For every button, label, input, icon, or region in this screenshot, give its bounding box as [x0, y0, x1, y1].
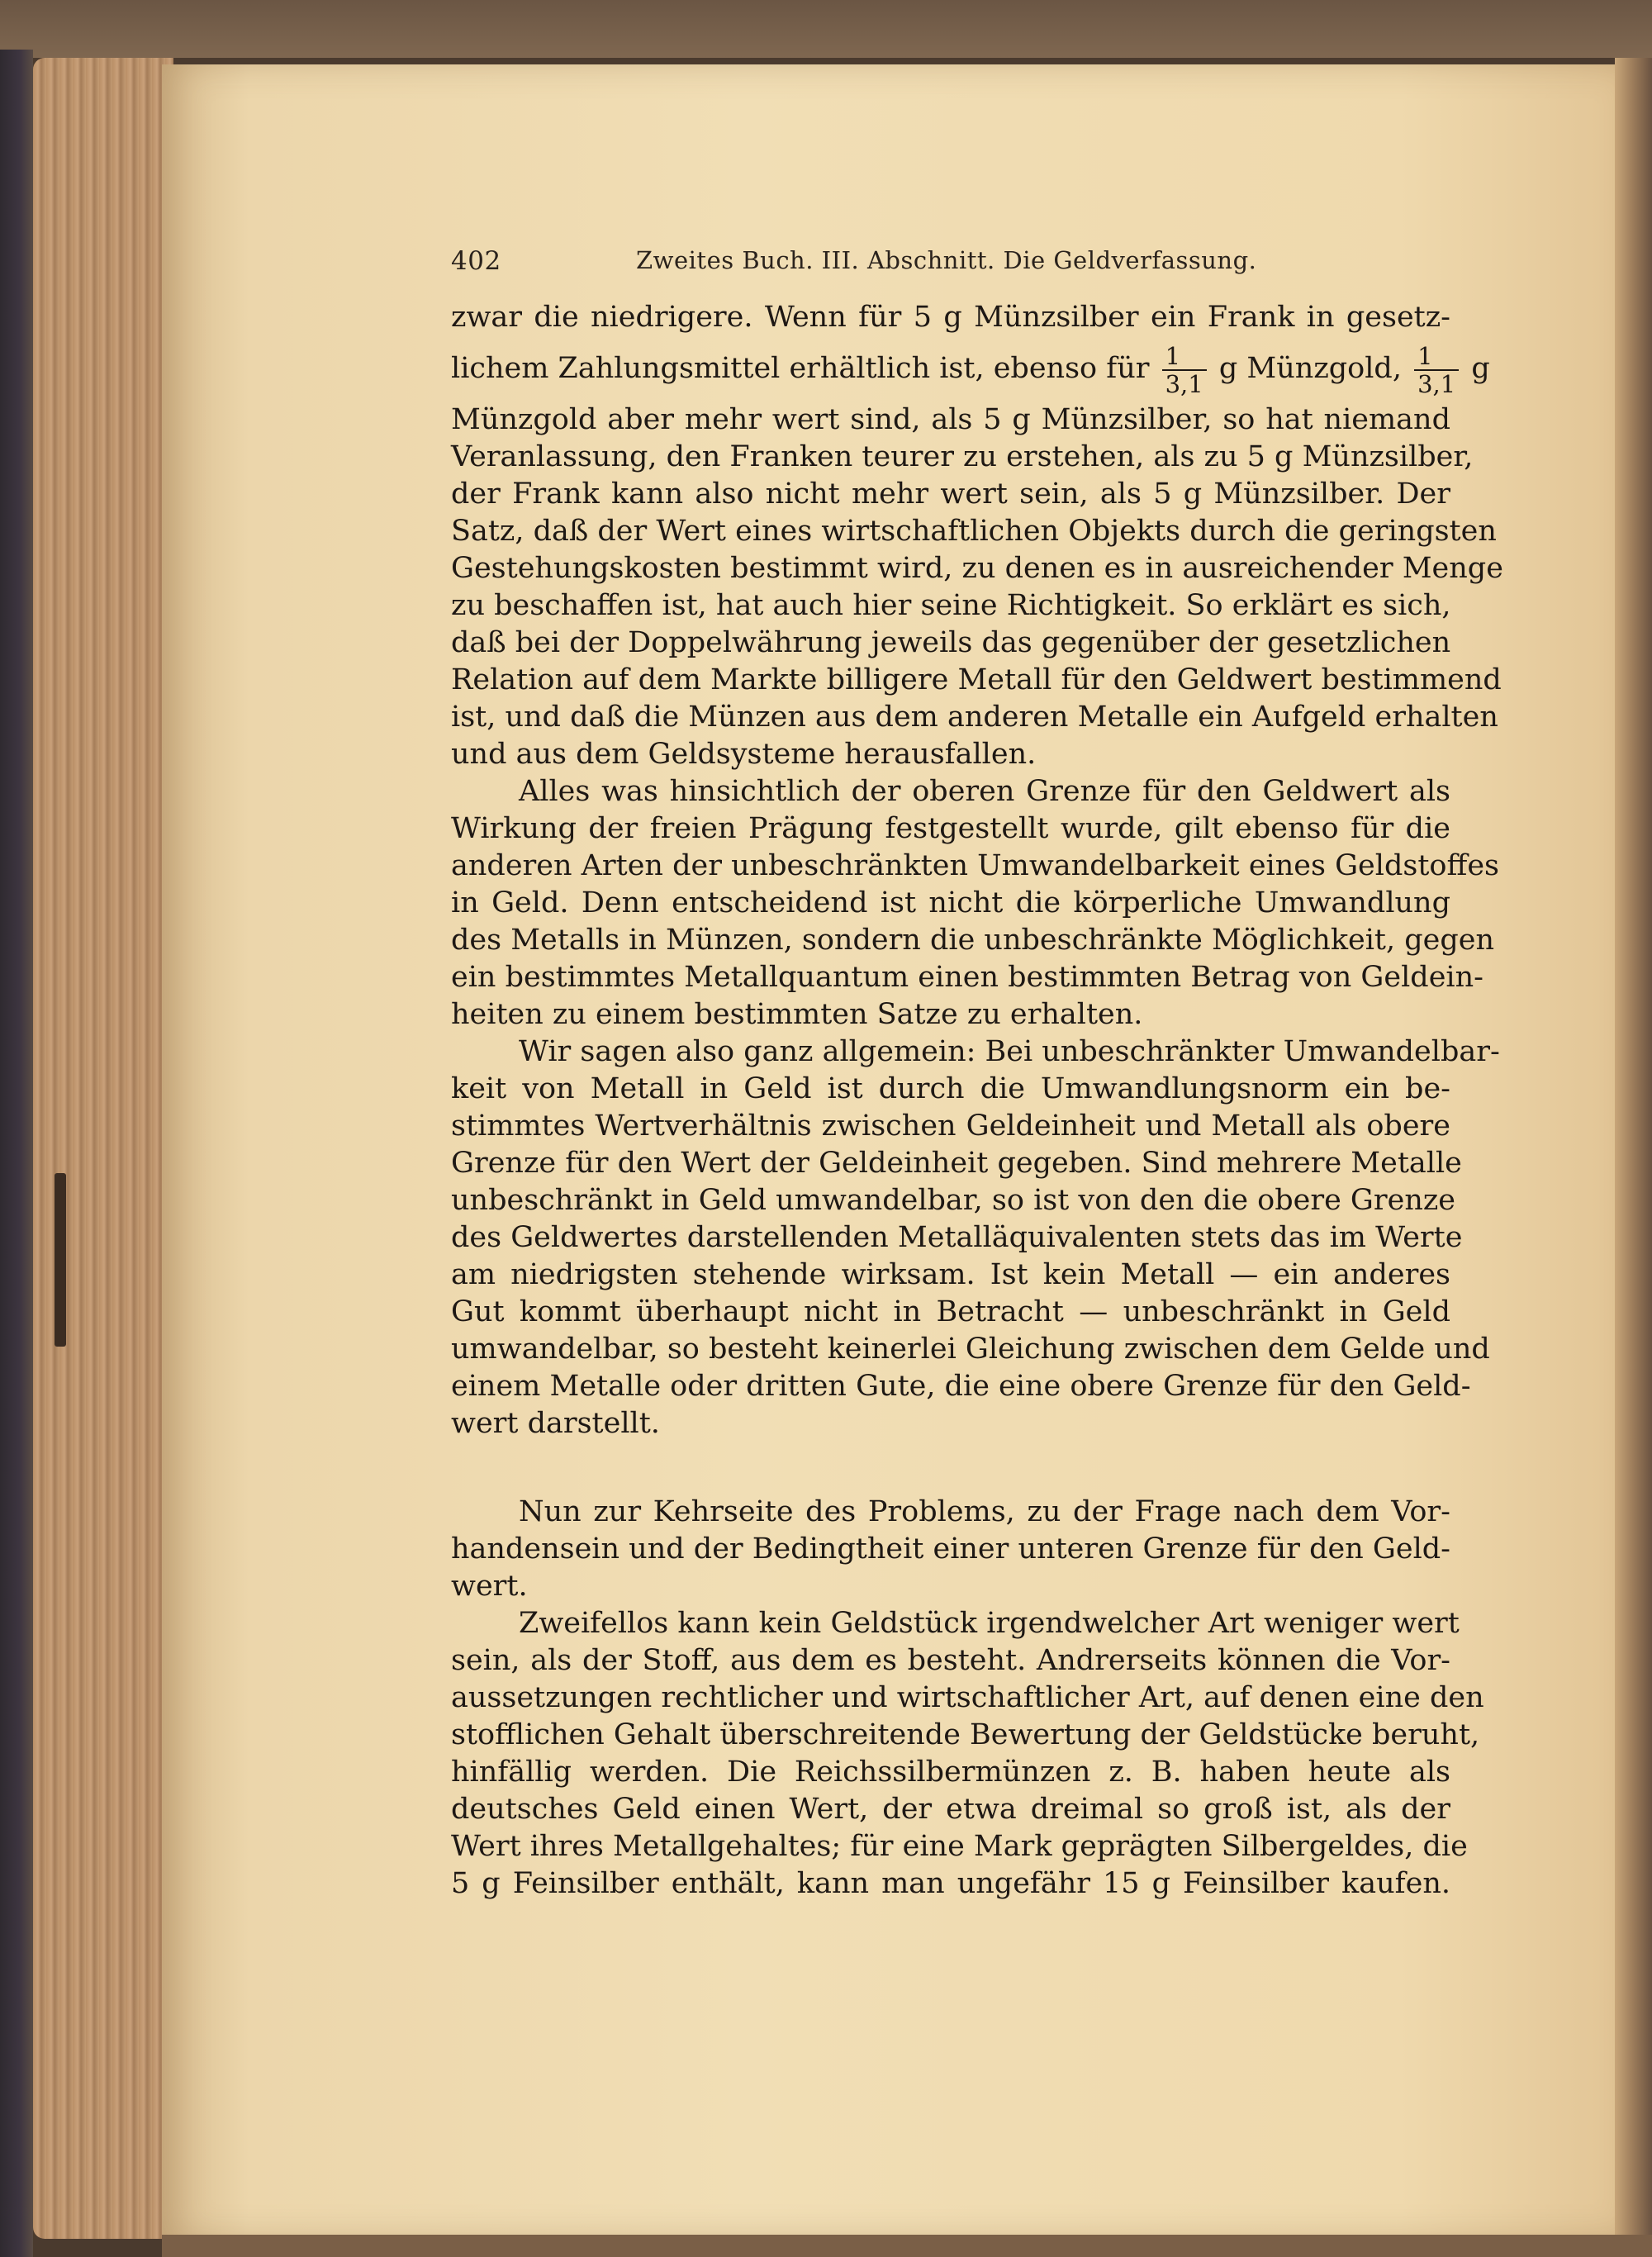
- fraction-denominator: 3,1: [1165, 369, 1203, 398]
- text-line: keit von Metall in Geld ist durch die Umwandlungsnorm ein be-: [451, 1072, 1450, 1105]
- text-line: wert.: [451, 1570, 528, 1603]
- text-line: hinfällig werden. Die Reichssilbermünzen z. B. haben heute als: [451, 1756, 1450, 1789]
- text-line: Veranlassung, den Franken teurer zu erstehen, als zu 5 g Münzsilber,: [451, 440, 1474, 473]
- text-line: handensein und der Bedingtheit einer unteren Grenze für den Geld-: [451, 1532, 1450, 1566]
- text-line: zwar die niedrigere. Wenn für 5 g Münzsilber ein Frank in gesetz-: [451, 301, 1450, 334]
- text-line: der Frank kann also nicht mehr wert sein, als 5 g Münzsilber. Der: [451, 478, 1450, 511]
- text-line: zu beschaffen ist, hat auch hier seine Richtigkeit. So erklärt es sich,: [451, 589, 1451, 622]
- text-line: Wirkung der freien Prägung festgestellt wurde, gilt ebenso für die: [451, 812, 1450, 845]
- text-line: ein bestimmtes Metallquantum einen bestimmten Betrag von Geldein-: [451, 961, 1483, 994]
- text-line: daß bei der Doppelwährung jeweils das gegenüber der gesetzlichen: [451, 626, 1451, 659]
- running-title: Zweites Buch. III. Abschnitt. Die Geldverfassung.: [636, 246, 1257, 274]
- body-text: [451, 299, 1503, 1903]
- text-line: am niedrigsten stehende wirksam. Ist kein Metall — ein anderes: [451, 1258, 1450, 1291]
- text-line: Nun zur Kehrseite des Problems, zu der Frage nach dem Vor-: [519, 1495, 1450, 1528]
- right-page-edge: [1615, 58, 1652, 2257]
- book-cover-top: [0, 0, 1652, 58]
- text-line: Wert ihres Metallgehaltes; für eine Mark geprägten Silbergeldes, die: [451, 1830, 1468, 1863]
- fraction-numerator: 1: [1414, 343, 1459, 371]
- text-line: deutsches Geld einen Wert, der etwa dreimal so groß ist, als der: [451, 1793, 1450, 1826]
- text-line: des Geldwertes darstellenden Metalläquivalenten stets das im Werte: [451, 1221, 1463, 1254]
- text-line: in Geld. Denn entscheidend ist nicht die körperliche Umwandlung: [451, 886, 1450, 919]
- text-line: sein, als der Stoff, aus dem es besteht. Andrerseits können die Vor-: [451, 1644, 1450, 1677]
- text-line: Zweifellos kann kein Geldstück irgendwelcher Art weniger wert: [519, 1607, 1460, 1640]
- text-line: Alles was hinsichtlich der oberen Grenze für den Geldwert als: [519, 775, 1450, 808]
- text-segment: g: [1471, 352, 1490, 385]
- running-head: [451, 246, 1450, 283]
- fraction-denominator: 3,1: [1417, 369, 1456, 398]
- text-segment: lichem Zahlungsmittel erhältlich ist, ebenso für: [451, 352, 1150, 385]
- text-line: und aus dem Geldsysteme herausfallen.: [451, 738, 1037, 771]
- text-line: anderen Arten der unbeschränkten Umwandelbarkeit eines Geldstoffes: [451, 849, 1499, 882]
- page-number: 402: [451, 246, 501, 276]
- text-line: Gestehungskosten bestimmt wird, zu denen es in ausreichender Menge: [451, 552, 1503, 585]
- text-line: einem Metalle oder dritten Gute, die eine obere Grenze für den Geld-: [451, 1370, 1471, 1403]
- fraction-numerator: 1: [1162, 343, 1207, 371]
- text-line: Münzgold aber mehr wert sind, als 5 g Münzsilber, so hat niemand: [451, 403, 1450, 436]
- text-line: Grenze für den Wert der Geldeinheit gegeben. Sind mehrere Metalle: [451, 1147, 1462, 1180]
- text-line: wert darstellt.: [451, 1407, 660, 1440]
- text-segment: g Münzgold,: [1218, 352, 1402, 385]
- fraction: [1414, 343, 1459, 397]
- text-line: aussetzungen rechtlicher und wirtschaftlicher Art, auf denen eine den: [451, 1681, 1484, 1714]
- book-cover-spine: [0, 50, 33, 2257]
- page-edges: [33, 58, 173, 2239]
- text-line: stofflichen Gehalt überschreitende Bewertung der Geldstücke beruht,: [451, 1718, 1480, 1751]
- text-line: Wir sagen also ganz allgemein: Bei unbeschränkter Umwandelbar-: [519, 1035, 1500, 1068]
- text-line: Gut kommt überhaupt nicht in Betracht — unbeschränkt in Geld: [451, 1295, 1450, 1328]
- fraction: [1162, 343, 1207, 397]
- section-gap: [451, 1442, 1450, 1494]
- text-line: ist, und daß die Münzen aus dem anderen Metalle ein Aufgeld erhalten: [451, 701, 1498, 734]
- text-line: stimmtes Wertverhältnis zwischen Geldeinheit und Metall als obere: [451, 1109, 1450, 1143]
- text-line: des Metalls in Münzen, sondern die unbeschränkte Möglichkeit, gegen: [451, 924, 1495, 957]
- text-line: Satz, daß der Wert eines wirtschaftlichen Objekts durch die geringsten: [451, 515, 1497, 548]
- text-line: heiten zu einem bestimmten Satze zu erhalten.: [451, 998, 1143, 1031]
- text-line-with-fractions: [451, 336, 1490, 402]
- bookmark-tab: [55, 1173, 66, 1347]
- text-line: Relation auf dem Markte billigere Metall für den Geldwert bestimmend: [451, 663, 1502, 696]
- bottom-page-edge: [162, 2235, 1652, 2257]
- text-line: unbeschränkt in Geld umwandelbar, so ist von den die obere Grenze: [451, 1184, 1456, 1217]
- text-line: umwandelbar, so besteht keinerlei Gleichung zwischen dem Gelde und: [451, 1333, 1490, 1366]
- text-line: 5 g Feinsilber enthält, kann man ungefähr 15 g Feinsilber kaufen.: [451, 1867, 1450, 1900]
